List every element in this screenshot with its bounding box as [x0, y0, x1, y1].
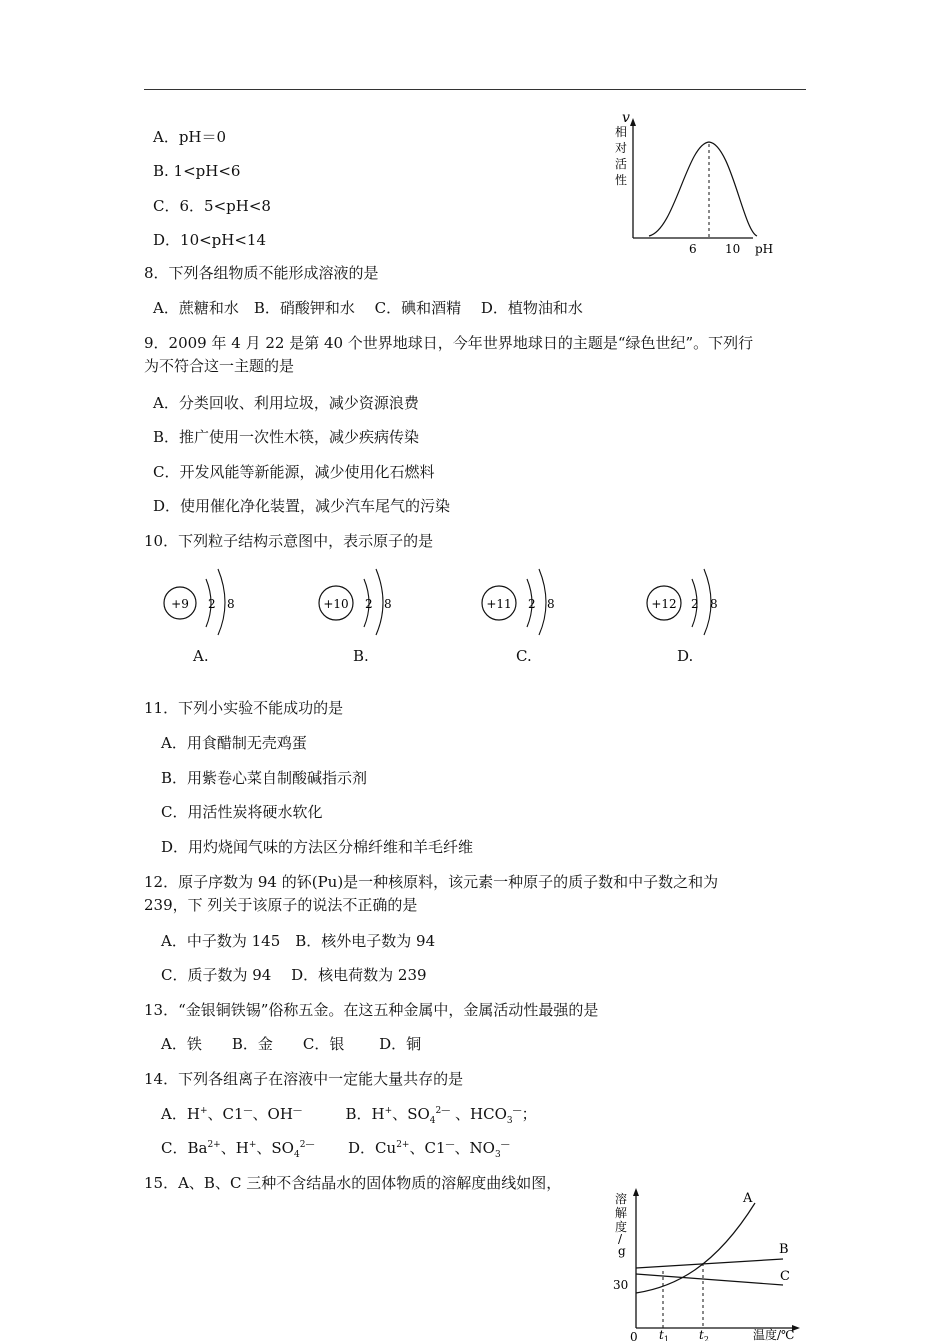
- q13-options: A．铁 B．金 C．银 D．铜: [161, 1035, 422, 1053]
- q11-stem: 11．下列小实验不能成功的是: [144, 699, 344, 717]
- shell2-c: 8: [547, 597, 555, 611]
- q9-option-b: B．推广使用一次性木筷，减少疾病传染: [153, 428, 420, 446]
- charge: —: [500, 1140, 510, 1150]
- ion-h: H: [235, 1139, 249, 1157]
- q13-stem: 13．“金银铜铁锡”俗称五金。在这五种金属中，金属活动性最强的是: [144, 1001, 599, 1019]
- curve-c: [636, 1274, 783, 1285]
- header-rule: [144, 89, 806, 90]
- q14-b-label: B．: [345, 1105, 372, 1123]
- graph-y-char-4: 性: [615, 173, 628, 187]
- shell1-a: 2: [208, 597, 216, 611]
- enzyme-activity-graph: [605, 108, 785, 260]
- ion-h: H: [371, 1105, 385, 1123]
- curve-label-b: B: [779, 1242, 789, 1257]
- subscript: 3: [494, 1150, 501, 1160]
- ion-h: H: [186, 1105, 200, 1123]
- curve-b: [636, 1259, 783, 1268]
- subscript: 4: [293, 1150, 300, 1160]
- q11-option-b: B．用紫卷心菜自制酸碱指示剂: [161, 769, 368, 787]
- q7-option-c: C．6．5<pH<8: [153, 197, 271, 215]
- atom-diagram-b: [314, 565, 404, 640]
- graph-y-char-2: 对: [615, 141, 628, 155]
- shell1-d: 2: [691, 597, 699, 611]
- sol-y-char-1: 溶: [615, 1192, 628, 1206]
- ion-hco3: HCO: [470, 1105, 507, 1123]
- graph-x-tick-10: 10: [725, 242, 741, 256]
- q12-options-line2: C．质子数为 94 D．核电荷数为 239: [161, 966, 427, 984]
- curve-label-c: C: [780, 1269, 790, 1284]
- q9-option-a: A．分类回收、利用垃圾，减少资源浪费: [153, 394, 419, 412]
- sol-y-arrow: [633, 1188, 639, 1196]
- q7-option-d: D．10<pH<14: [153, 231, 267, 249]
- q14-d-label: D．: [348, 1139, 376, 1157]
- q9-stem-line1: 9．2009 年 4 月 22 是第 40 个世界地球日，今年世界地球日的主题是“绿色世纪”。下列行: [144, 334, 754, 352]
- sol-y-char-2: 解: [615, 1206, 628, 1220]
- sol-y-char-3: 度: [615, 1220, 628, 1234]
- q7-option-a: A．pH＝0: [153, 128, 227, 146]
- sol-y-char-5: g: [618, 1244, 626, 1258]
- graph-y-arrow: [630, 118, 636, 126]
- charge: +: [248, 1140, 257, 1150]
- q14-options-line2: C．$Ba^{2+}$、H+、$SO_4^{2—}$ D．$Cu^{2+}$、C1—、$NO_3^—$: [161, 1139, 510, 1160]
- activity-curve: [649, 142, 757, 236]
- q9-option-d: D．使用催化净化装置，减少汽车尾气的污染: [153, 497, 451, 515]
- atom-diagram-a: [160, 565, 250, 640]
- sol-x-label: 温度/℃: [753, 1328, 795, 1341]
- subscript: 3: [506, 1116, 513, 1126]
- q8-options: A．蔗糖和水 B．硝酸钾和水 C．碘和酒精 D．植物油和水: [153, 299, 583, 317]
- atom-label-d: D.: [677, 647, 694, 665]
- atom-diagram-d: [642, 565, 732, 640]
- atom-diagram-c: [477, 565, 567, 640]
- q12-stem-line2: 239，下 列关于该原子的说法不正确的是: [144, 896, 418, 914]
- subscript: 4: [429, 1116, 436, 1126]
- charge: 2+: [207, 1140, 221, 1150]
- ion-oh: OH: [267, 1105, 293, 1123]
- solubility-curve-graph: [605, 1183, 805, 1341]
- charge: 2—: [299, 1140, 315, 1150]
- q14-c-label: C．: [161, 1139, 188, 1157]
- charge: 2+: [396, 1140, 410, 1150]
- ion-no3: NO: [469, 1139, 495, 1157]
- charge: +: [199, 1106, 208, 1116]
- nucleus-d: +12: [651, 597, 677, 611]
- q12-stem-line1: 12．原子序数为 94 的钚(Pu)是一种核原料，该元素一种原子的质子数和中子数之和为: [144, 873, 719, 891]
- q14-a-label: A．: [161, 1105, 187, 1123]
- charge: —: [512, 1106, 522, 1116]
- sol-origin: 0: [630, 1330, 638, 1341]
- q11-option-c: C．用活性炭将硬水软化: [161, 803, 323, 821]
- sol-y-tick-30: 30: [613, 1278, 629, 1292]
- graph-v-label: v: [622, 110, 630, 126]
- q9-stem-line2: 为不符合这一主题的是: [144, 357, 295, 375]
- q11-option-d: D．用灼烧闻气味的方法区分棉纤维和羊毛纤维: [161, 838, 474, 856]
- sol-x-tick-t1: $t_1$: [659, 1328, 669, 1341]
- atom-label-b: B.: [353, 647, 369, 665]
- curve-label-a: A: [743, 1191, 753, 1206]
- ion-cl: C1: [424, 1139, 446, 1157]
- ion-cl: C1: [222, 1105, 244, 1123]
- nucleus-a: +9: [171, 597, 189, 611]
- graph-y-char-3: 活: [615, 157, 628, 171]
- q11-option-a: A．用食醋制无壳鸡蛋: [161, 734, 307, 752]
- nucleus-b: +10: [323, 597, 349, 611]
- charge: —: [243, 1106, 253, 1116]
- shell2-b: 8: [384, 597, 392, 611]
- ion-ba: Ba: [187, 1139, 208, 1157]
- ion-so4: SO: [407, 1105, 430, 1123]
- q8-stem: 8．下列各组物质不能形成溶液的是: [144, 264, 379, 282]
- q15-stem: 15．A、B、C 三种不含结晶水的固体物质的溶解度曲线如图，: [144, 1174, 562, 1192]
- q10-stem: 10．下列粒子结构示意图中，表示原子的是: [144, 532, 434, 550]
- q14-options-line1: A．H+、C1—、OH— B．H+、$SO_4^{2—}$ 、$HCO_3^—$；: [161, 1105, 537, 1126]
- shell1-c: 2: [528, 597, 536, 611]
- graph-x-tick-6: 6: [689, 242, 697, 256]
- charge: —: [292, 1106, 302, 1116]
- ion-cu: Cu: [375, 1139, 397, 1157]
- shell1-b: 2: [365, 597, 373, 611]
- q14-stem: 14．下列各组离子在溶液中一定能大量共存的是: [144, 1070, 464, 1088]
- graph-y-char-1: 相: [615, 125, 628, 139]
- charge: +: [384, 1106, 393, 1116]
- shell2-a: 8: [227, 597, 235, 611]
- q7-option-b: B. 1<pH<6: [153, 162, 241, 180]
- graph-x-label: pH: [755, 242, 774, 256]
- ion-so4: SO: [271, 1139, 294, 1157]
- atom-label-c: C.: [516, 647, 532, 665]
- sol-y-char-4: /: [618, 1232, 623, 1246]
- q9-option-c: C．开发风能等新能源，减少使用化石燃料: [153, 463, 435, 481]
- atom-label-a: A.: [193, 647, 209, 665]
- sol-x-tick-t2: $t_2$: [699, 1328, 709, 1341]
- nucleus-c: +11: [486, 597, 512, 611]
- shell2-d: 8: [710, 597, 718, 611]
- charge: 2—: [435, 1106, 451, 1116]
- curve-a: [636, 1203, 755, 1293]
- q12-options-line1: A．中子数为 145 B．核外电子数为 94: [161, 932, 436, 950]
- charge: —: [445, 1140, 455, 1150]
